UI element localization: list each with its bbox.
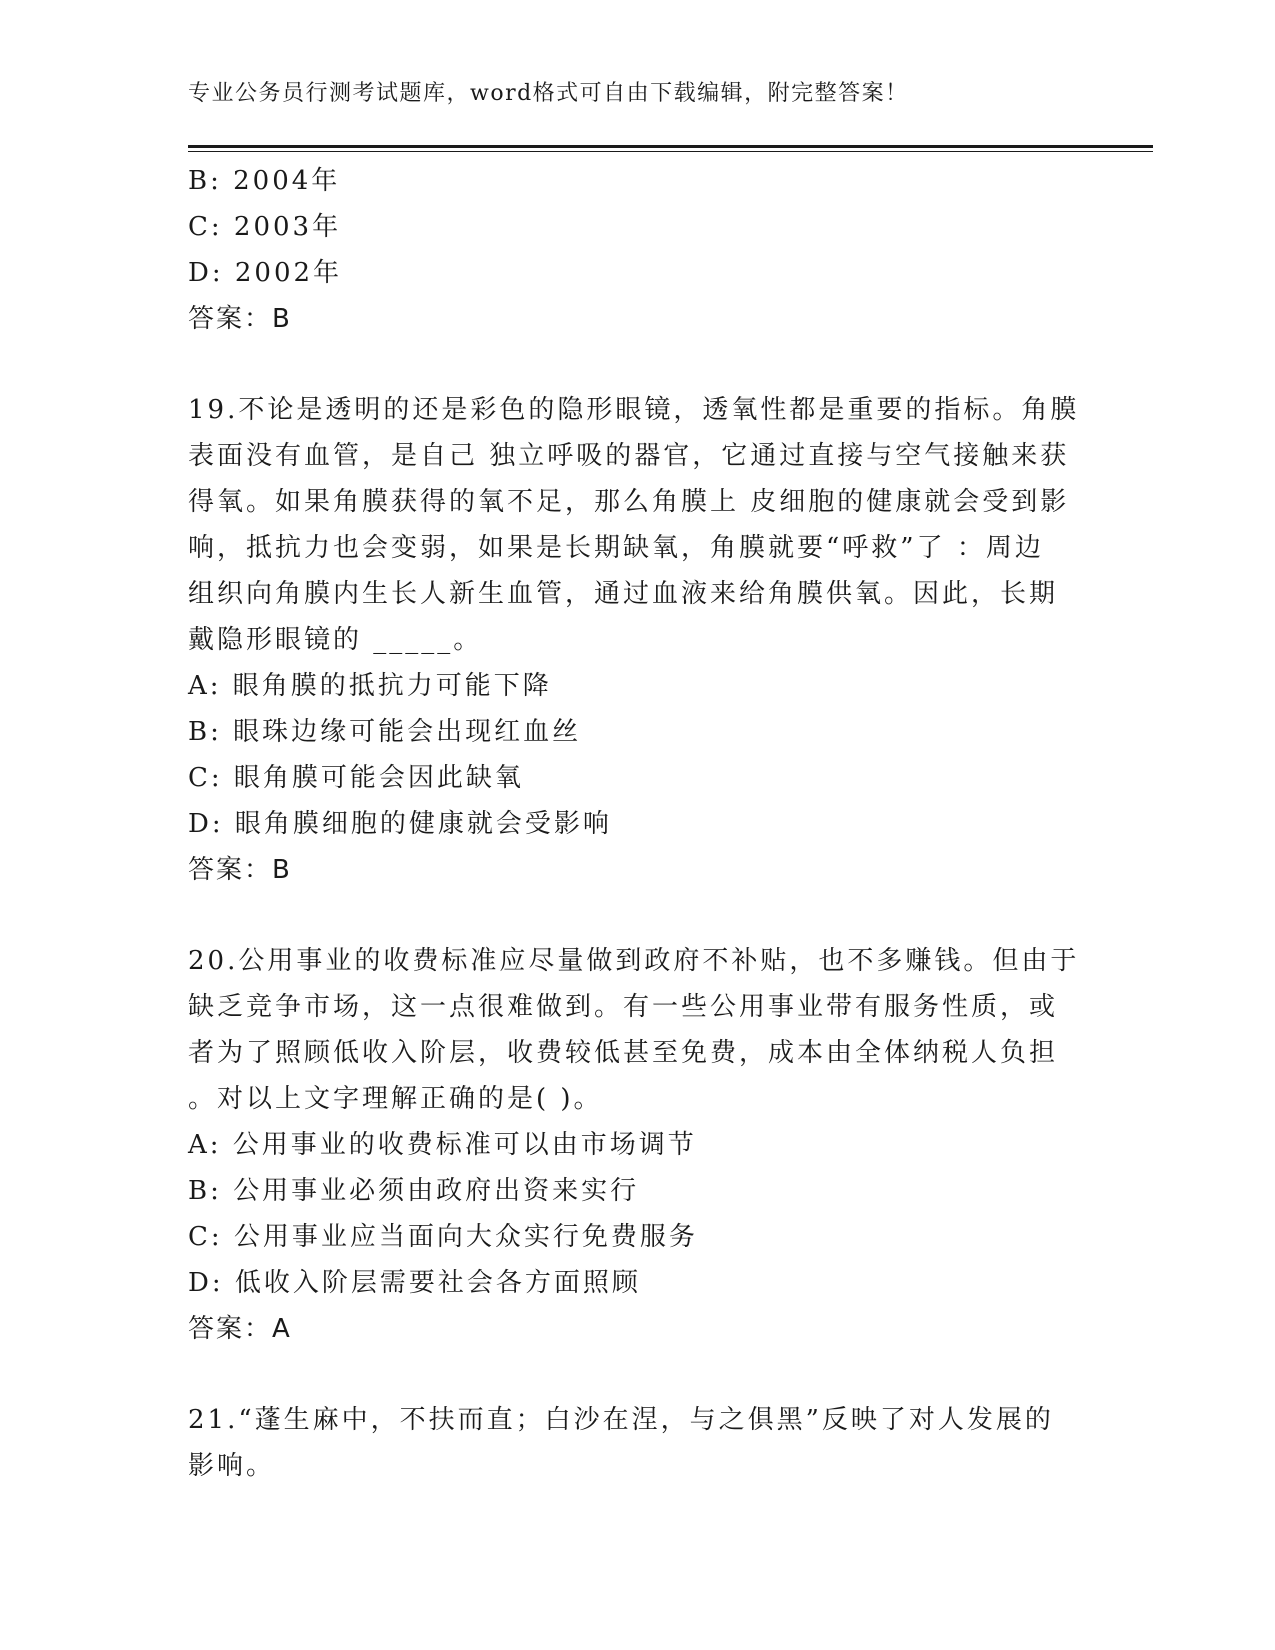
question-stem-line: 19.不论是透明的还是彩色的隐形眼镜，透氧性都是重要的指标。角膜 (188, 395, 1080, 425)
option-b: B: 眼珠边缘可能会出现红血丝 (188, 717, 582, 747)
option-a: A: 眼角膜的抵抗力可能下降 (188, 671, 552, 701)
option-b: B: 公用事业必须由政府出资来实行 (188, 1176, 640, 1206)
option-c: C: 公用事业应当面向大众实行免费服务 (188, 1222, 698, 1252)
question-stem-line: 20.公用事业的收费标准应尽量做到政府不补贴，也不多赚钱。但由于 (188, 946, 1080, 976)
option-d: D: 眼角膜细胞的健康就会受影响 (188, 809, 612, 839)
question-20 (188, 938, 1080, 1352)
question-stem-line: 缺乏竞争市场，这一点很难做到。有一些公用事业带有服务性质，或 (188, 992, 1059, 1022)
question-stem-line: 表面没有血管，是自己 独立呼吸的器官，它通过直接与空气接触来获 (188, 441, 1070, 471)
option-d: D: 低收入阶层需要社会各方面照顾 (188, 1268, 641, 1298)
question-21 (188, 1397, 1068, 1489)
answer-line: 答案：B (188, 855, 292, 885)
question-stem-line: 响，抵抗力也会变弱，如果是长期缺氧，角膜就要“呼救”了 ：周边 (188, 533, 1044, 563)
option-a: A: 公用事业的收费标准可以由市场调节 (188, 1130, 697, 1160)
question-stem-line: 21.“蓬生麻中，不扶而直；白沙在涅，与之俱黑”反映了对人发展的 (188, 1405, 1054, 1435)
option-d: D: 2002年 (188, 258, 343, 288)
spacer (188, 893, 1068, 938)
option-c: C: 2003年 (188, 212, 342, 242)
option-c: C: 眼角膜可能会因此缺氧 (188, 763, 524, 793)
page-content (188, 158, 1080, 1489)
answer-line: 答案：B (188, 304, 292, 334)
spacer (188, 1352, 1068, 1397)
header-rule-thin (188, 151, 1153, 152)
spacer (188, 342, 1068, 387)
page-header: 专业公务员行测考试题库，word格式可自由下载编辑，附完整答案！ (188, 81, 909, 106)
question-stem-line: 组织向角膜内生长人新生血管，通过血液来给角膜供氧。因此，长期 (188, 579, 1059, 609)
option-b: B: 2004年 (188, 166, 341, 196)
answer-line: 答案：A (188, 1314, 292, 1344)
question-stem-line: 。对以上文字理解正确的是( )。 (188, 1084, 603, 1114)
header-rule (188, 145, 1153, 148)
question-stem-line: 者为了照顾低收入阶层，收费较低甚至免费，成本由全体纳税人负担 (188, 1038, 1059, 1068)
question-stem-line: 戴隐形眼镜的 _____。 (188, 625, 483, 655)
question-19 (188, 387, 1080, 893)
question-stem-line: 影响。 (188, 1451, 276, 1481)
question-stem-line: 得氧。如果角膜获得的氧不足，那么角膜上 皮细胞的健康就会受到影 (188, 487, 1070, 517)
